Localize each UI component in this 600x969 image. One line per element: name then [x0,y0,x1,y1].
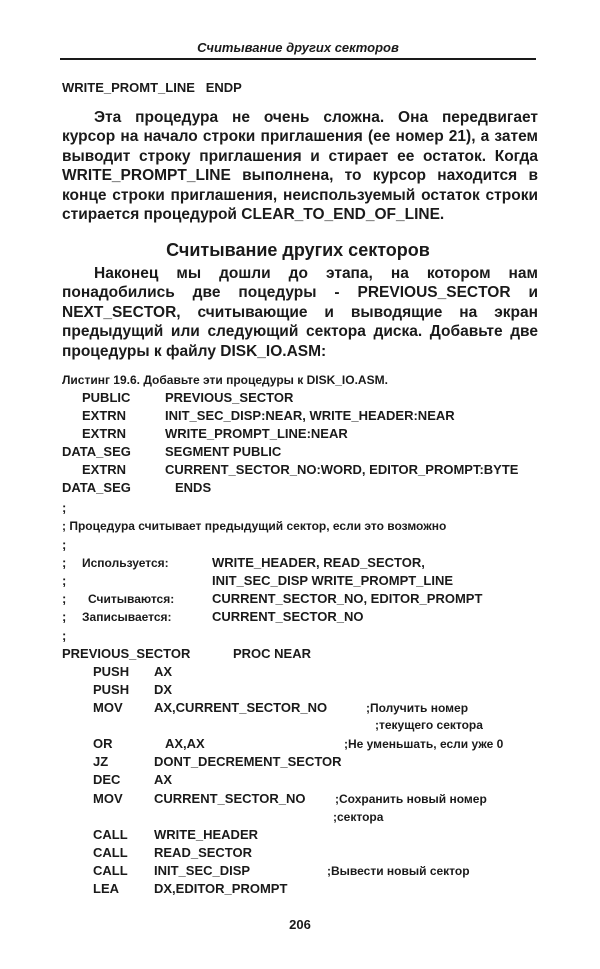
code-token: CURRENT_SECTOR_NO, EDITOR_PROMPT [212,591,483,606]
code-token: WRITE_HEADER, READ_SECTOR, [212,555,425,570]
code-token: MOV [93,700,123,715]
code-token: CALL [93,863,128,878]
code-token: ; [62,555,67,570]
code-token: PROC NEAR [233,646,312,661]
paragraph-1: Эта процедура не очень сложна. Она передвигает курсор на начало строки приглашения (ее номер 21), а затем выводит строку приглашения и стирает ее остаток. Когда WRITE_PROMPT_LINE выполнена, то курсор находится в конце строки приглашения, неиспользуемый остаток строки стирается процедурой CLEAR_TO_END_OF_LINE. [62,109,538,224]
code-token: ;Не уменьшать, если уже 0 [344,737,504,751]
code-token: PREVIOUS_SECTOR [62,646,191,661]
code-token: DEC [93,772,121,787]
running-head: Считывание других секторов [197,40,399,55]
code-token: WRITE_PROMPT_LINE:NEAR [165,426,348,441]
code-token: ; [62,628,67,643]
code-token: INIT_SEC_DISP WRITE_PROMPT_LINE [212,573,454,588]
page-number: 206 [289,917,311,932]
code-token: ; [62,591,67,606]
code-token: EXTRN [82,462,127,477]
code-token: SEGMENT PUBLIC [165,444,282,459]
code-token: CALL [93,845,128,860]
code-token: PUSH [93,682,130,697]
code-token: ; [62,500,67,515]
paragraph-2: Наконец мы дошли до этапа, на котором нам понадобились две поцедуры - PREVIOUS_SECTOR и NEXT_SECTOR, считывающие и выводящие на экран предыдущий или следующий сектора диска. Добавьте две процедуры к файлу DISK_IO.ASM: [62,265,538,360]
code-token: CURRENT_SECTOR_NO [154,791,306,806]
code-token: JZ [93,754,109,769]
code-token: Используется: [82,556,169,570]
code-token: PUSH [93,664,130,679]
code-token: DATA_SEG [62,480,131,495]
code-token: CURRENT_SECTOR_NO [212,609,364,624]
code-token: EXTRN [82,426,127,441]
code-token: INIT_SEC_DISP:NEAR, WRITE_HEADER:NEAR [165,408,455,423]
code-token: Записывается: [82,610,172,624]
code-token: CALL [93,827,128,842]
code-token: Считываются: [88,592,175,606]
code-token: ;Получить номер [366,701,469,715]
code-token: AX,CURRENT_SECTOR_NO [154,700,328,715]
code-token: ;Вывести новый сектор [327,864,470,878]
code-token: READ_SECTOR [154,845,253,860]
code-token: ENDS [175,480,212,495]
header-rule [60,58,536,60]
code-token: AX,AX [165,736,205,751]
code-token: DX,EDITOR_PROMPT [154,881,288,896]
code-token: AX [154,772,173,787]
section-title: Считывание других секторов [166,240,430,260]
code-token: MOV [93,791,123,806]
code-token: AX [154,664,173,679]
code-token: ; Процедура считывает предыдущий сектор, если это возможно [62,519,447,533]
code-token: PUBLIC [82,390,131,405]
code-token: INIT_SEC_DISP [154,863,251,878]
code-endp-line: WRITE_PROMT_LINE ENDP [62,80,242,95]
code-token: ;сектора [333,810,384,824]
code-token: CURRENT_SECTOR_NO:WORD, EDITOR_PROMPT:BYTE [165,462,519,477]
code-token: ; [62,573,67,588]
code-token: ;текущего сектора [375,718,483,732]
code-token: PREVIOUS_SECTOR [165,390,294,405]
code-token: DATA_SEG [62,444,131,459]
code-token: ; [62,609,67,624]
code-token: OR [93,736,113,751]
code-token: DX [154,682,173,697]
code-token: EXTRN [82,408,127,423]
code-token: ; [62,537,67,552]
code-token: WRITE_HEADER [154,827,259,842]
listing-caption: Листинг 19.6. Добавьте эти процедуры к DISK_IO.ASM. [62,373,388,387]
code-token: LEA [93,881,119,896]
code-token: DONT_DECREMENT_SECTOR [154,754,342,769]
code-token: ;Сохранить новый номер [335,792,487,806]
